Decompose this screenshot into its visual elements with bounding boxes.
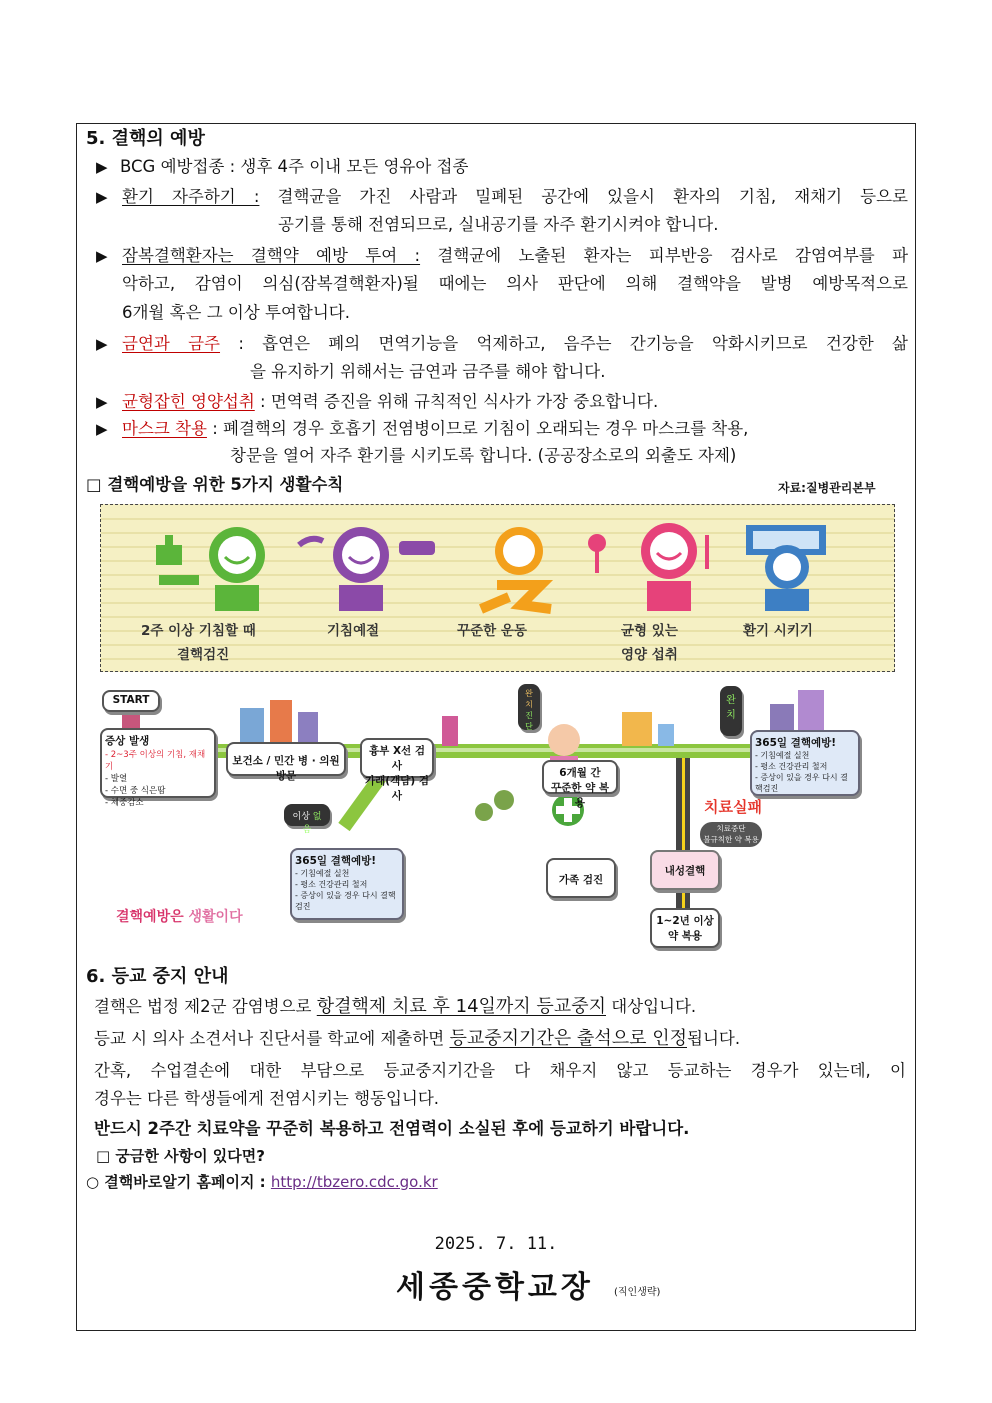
treatment-flow-diagram: [94, 682, 870, 954]
five-rules-infographic: [100, 504, 895, 672]
section6-title: 6. 등교 중지 안내: [86, 966, 229, 987]
figure-nutrition-icon: [588, 523, 709, 611]
question-heading: □ 궁금한 사항이 있다면?: [96, 1147, 265, 1165]
item-latent-cont1: 악하고, 감염이 의심(잠복결핵환자)될 때에는 의사 판단에 의해 결핵약을 발병 예방목적으로: [122, 274, 908, 293]
bullet-arrow-icon: ▶: [96, 247, 108, 265]
start-badge: START: [102, 690, 160, 712]
item-ventilation: 환기 자주하기 : 결핵균을 가진 사람과 밀폐된 공간에 있을시 환자의 기침, 재채기 등으로: [122, 187, 908, 206]
failure-cause-badge: 치료중단 불규칙한 약 복용: [700, 822, 762, 847]
item-mask: 마스크 착용 : 폐결핵의 경우 호흡기 전염병이므로 기침이 오래되는 경우 마스크를 착용,: [122, 419, 749, 438]
item-bcg: BCG 예방접종 : 생후 4주 이내 모든 영유아 접종: [120, 157, 469, 176]
figure-etiquette-icon: [299, 527, 435, 611]
bullet-arrow-icon: ▶: [96, 335, 108, 353]
bullet-arrow-icon: ▶: [96, 158, 108, 176]
p-warning-2: 경우는 다른 학생들에게 전염시키는 행동입니다.: [94, 1089, 440, 1108]
figure-cough-icon: [156, 527, 265, 611]
xray-box: 흉부 X선 검사 가래(객담) 검사: [360, 738, 434, 778]
p-warning-1: 간혹, 수업결손에 대한 부담으로 등교중지기간을 다 채우지 않고 등교하는 경우가 있는데, 이: [94, 1061, 906, 1080]
rule-label-5: 환기 시키기: [743, 623, 813, 639]
item-mask-cont: 창문을 열어 자주 환기를 시키도록 합니다. (공공장소로의 외출도 자제): [230, 446, 737, 465]
rule-label-1: 2주 이상 기침할 때: [141, 623, 256, 639]
p-attendance: 등교 시 의사 소견서나 진단서를 학교에 제출하면 등교중지기간은 출석으로 인정됩니다.: [94, 1028, 741, 1049]
traffic-light-cure: 완치 진단: [518, 684, 540, 730]
figure-exercise-icon: [481, 527, 551, 609]
slogan: 결핵예방은 생활이다: [116, 909, 243, 925]
rule-label-4: 균형 있는: [621, 623, 678, 639]
bullet-arrow-icon: ▶: [96, 420, 108, 438]
p-legal-category: 결핵은 법정 제2군 감염병으로 항결핵제 치료 후 14일까지 등교중지 대상입니다.: [94, 996, 697, 1017]
traffic-light-complete: 완 치: [720, 686, 742, 736]
seal-omitted-note: (직인생략): [614, 1287, 661, 1298]
clinic-box: 보건소 / 민간 병 · 의원 방문: [226, 742, 346, 776]
five-rules-heading: □ 결핵예방을 위한 5가지 생활수칙: [86, 475, 344, 494]
resistant-tb-box: 내성결핵: [650, 850, 720, 890]
rule-label-2: 기침예절: [327, 623, 380, 639]
prevention-box-right: 365일 결핵예방! - 기침예절 실천 - 평소 건강관리 철저 - 증상이 있을 경우 다시 결핵검진: [750, 730, 860, 796]
bullet-arrow-icon: ▶: [96, 393, 108, 411]
long-treatment-box: 1~2년 이상 약 복용: [650, 908, 720, 948]
principal-name: 세종중학교장: [396, 1270, 594, 1305]
symptom-box: 증상 발생 - 2~3주 이상의 기침, 재채기 - 발열 - 수면 중 식은땀 - 체중감소: [100, 728, 216, 798]
bullet-arrow-icon: ▶: [96, 188, 108, 206]
rule-sublabel-1: 결핵검진: [177, 647, 230, 663]
rule-sublabel-2: 영양 섭취: [621, 647, 678, 663]
family-check-box: 가족 검진: [546, 858, 616, 898]
item-latent: 잠복결핵환자는 결핵약 예방 투여 : 결핵균에 노출된 환자는 피부반응 검사로 감염여부를 파: [122, 246, 909, 265]
prevention-box-left: 365일 결핵예방! - 기침예절 실천 - 평소 건강관리 철저 - 증상이 있을 경우 다시 결핵검진: [290, 848, 404, 920]
source-note: 자료:질병관리본부: [778, 481, 876, 495]
section5-title: 5. 결핵의 예방: [86, 128, 205, 149]
item-nutrition: 균형잡힌 영양섭취 : 면역력 증진을 위해 규칙적인 식사가 가장 중요합니다.: [122, 392, 659, 411]
item-smoking: 금연과 금주 : 흡연은 폐의 면역기능을 억제하고, 음주는 간기능을 악화시키므로 건강한 삶: [122, 334, 908, 353]
treatment-failure-label: 치료실패: [704, 798, 762, 816]
p-instruction: 반드시 2주간 치료약을 꾸준히 복용하고 전염력이 소실된 후에 등교하기 바랍니다.: [94, 1119, 690, 1138]
item-ventilation-cont: 공기를 통해 전염되므로, 실내공기를 자주 환기시켜야 합니다.: [278, 215, 719, 234]
tbzero-link[interactable]: http://tbzero.cdc.go.kr: [270, 1173, 438, 1191]
item-latent-cont2: 6개월 혹은 그 이상 투여합니다.: [122, 303, 350, 322]
figure-ventilation-icon: [746, 525, 826, 611]
document-date: 2025. 7. 11.: [434, 1234, 558, 1254]
website-line: ○ 결핵바로알기 홈페이지 : http://tbzero.cdc.go.kr: [86, 1173, 438, 1191]
item-smoking-cont: 을 유지하기 위해서는 금연과 금주를 해야 합니다.: [250, 362, 606, 381]
traffic-light-no-issue: 이상 없음: [284, 804, 330, 826]
rule-label-3: 꾸준한 운동: [457, 623, 527, 639]
six-month-box: 6개월 간 꾸준한 약 복용: [542, 760, 618, 794]
